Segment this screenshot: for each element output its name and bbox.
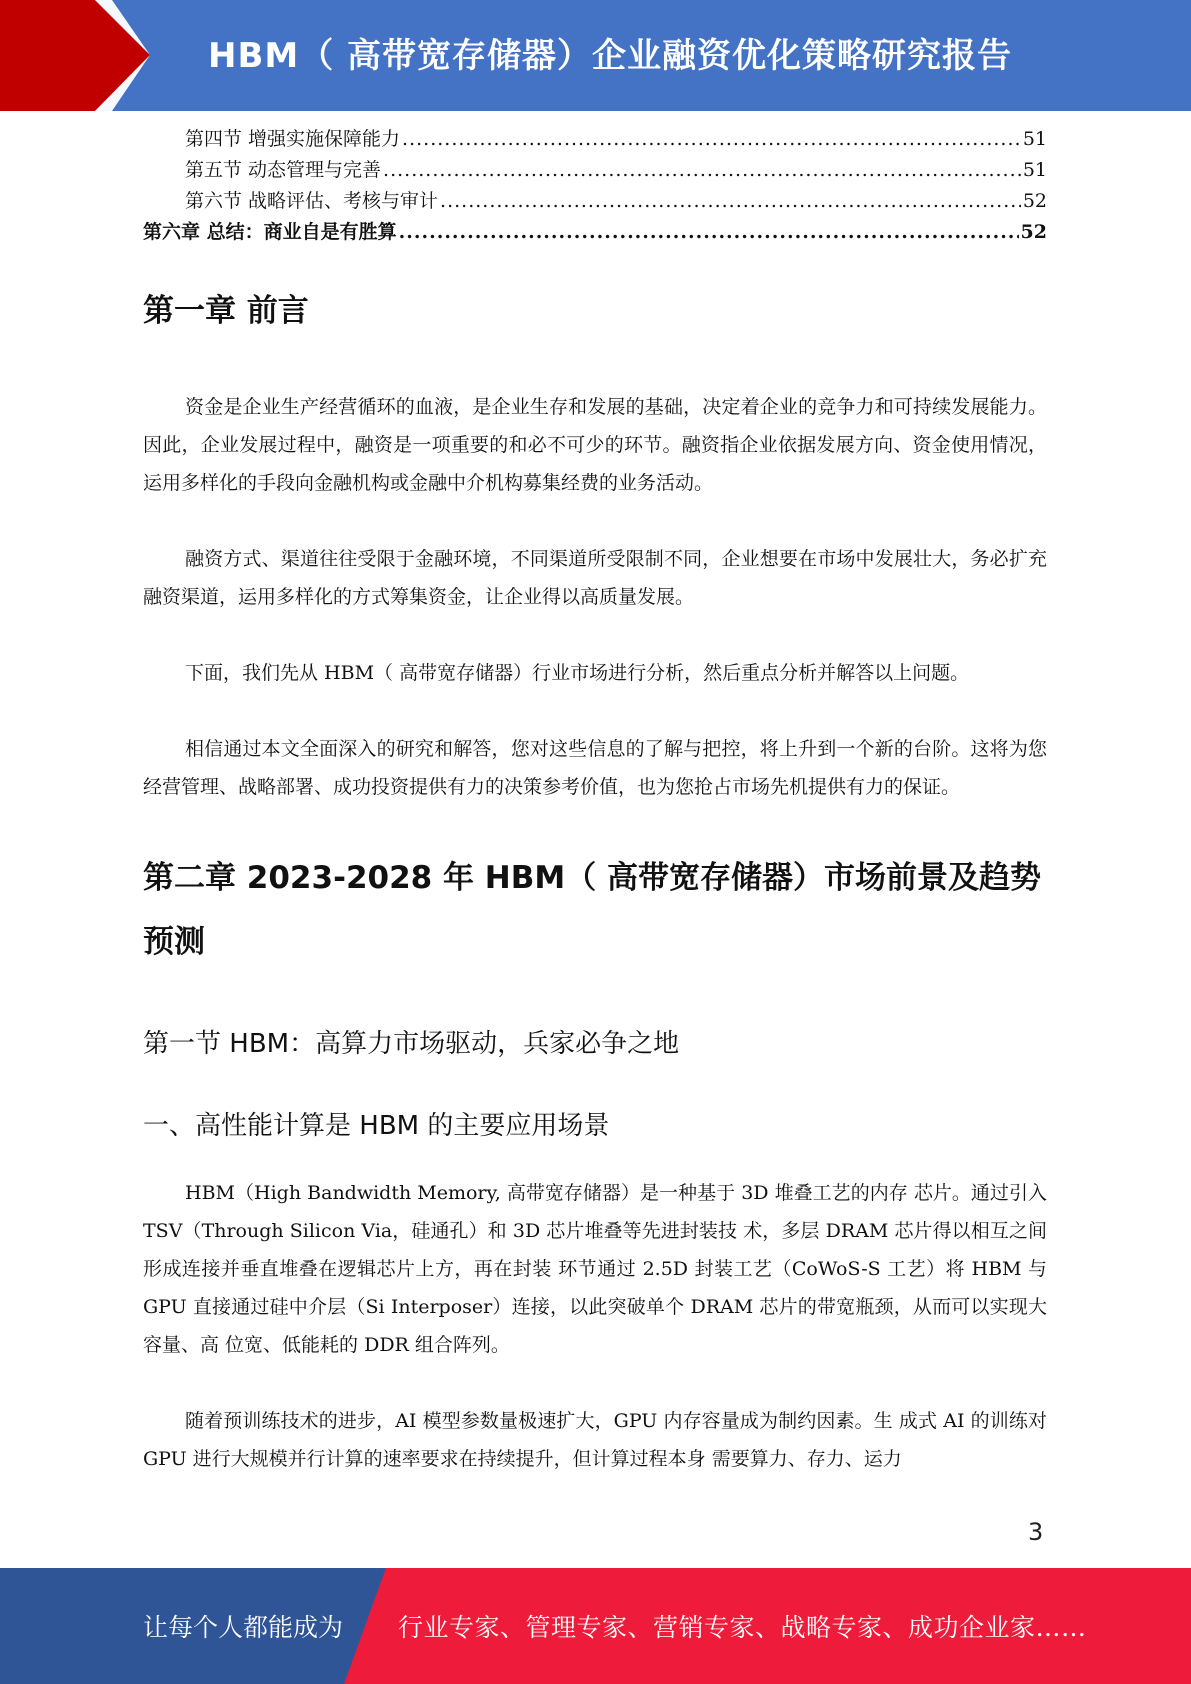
toc-entry[interactable] [143,217,1047,248]
report-title: HBM（ 高带宽存储器）企业融资优化策略研究报告 [208,36,1013,76]
toc-entry[interactable] [143,155,1047,186]
paragraph: 资金是企业生产经营循环的血液，是企业生存和发展的基础，决定着企业的竞争力和可持续发展能力。因此，企业发展过程中，融资是一项重要的和必不可少的环节。融资指企业依据发展方向、资金使用情况，运用多样化的手段向金融机构或金融中介机构募集经费的业务活动。 [143,396,1047,494]
toc-entry-page: 51 [1022,159,1047,181]
toc-entry-page: 52 [1022,190,1047,212]
toc-leader-dots [440,186,1021,217]
header-red-arrow [0,0,150,111]
section-heading: 第一节 HBM：高算力市场驱动，兵家必争之地 [143,1029,680,1059]
paragraph: 下面，我们先从 HBM（ 高带宽存储器）行业市场进行分析，然后重点分析并解答以上问题。 [185,662,970,684]
chapter1-heading: 第一章 前言 [143,293,309,329]
page-number: 3 [1028,1518,1044,1546]
toc-leader-dots [402,124,1021,155]
toc-entry-title: 第六章 总结：商业自是有胜算 [143,221,397,243]
paragraph: HBM（High Bandwidth Memory, 高带宽存储器）是一种基于 3D 堆叠工艺的内存 芯片。通过引入 TSV（Through Silicon Via，硅通孔）和 3D 芯片堆叠等先进封装技 术，多层 DRAM 芯片得以相互之间形成连接并垂直堆叠在逻辑芯片上方，再在封装 环节通过 2.5D 封装工艺（CoWoS-S 工艺）将 HBM 与 GPU 直接通过硅中介层（Si Interposer）连接，以此突破单个 DRAM 芯片的带宽瓶颈，从而可以实现大容量、高 位宽、低能耗的 DDR 组合阵列。 [143,1182,1047,1356]
footer-slogan-left: 让每个人都能成为 [143,1613,344,1642]
paragraph: 融资方式、渠道往往受限于金融环境，不同渠道所受限制不同，企业想要在市场中发展壮大，务必扩充融资渠道，运用多样化的方式筹集资金，让企业得以高质量发展。 [143,548,1047,608]
table-of-contents [143,124,1047,248]
paragraph: 相信通过本文全面深入的研究和解答，您对这些信息的了解与把控，将上升到一个新的台阶。这将为您经营管理、战略部署、成功投资提供有力的决策参考价值，也为您抢占市场先机提供有力的保证。 [143,738,1047,798]
header-banner [0,0,1191,111]
toc-entry-title: 第四节 增强实施保障能力 [185,128,401,150]
document-body [143,124,1047,1478]
toc-entry-title: 第六节 战略评估、考核与审计 [185,190,439,212]
toc-leader-dots [399,217,1019,248]
paragraph: 随着预训练技术的进步，AI 模型参数量极速扩大，GPU 内存容量成为制约因素。生 成式 AI 的训练对 GPU 进行大规模并行计算的速率要求在持续提升，但计算过程本身 需要算力、存力、运力 [143,1410,1047,1470]
footer-slogan-right: 行业专家、管理专家、营销专家、战略专家、成功企业家…… [398,1613,1087,1642]
toc-entry-page: 52 [1020,221,1047,243]
toc-entry-page: 51 [1022,128,1047,150]
chapter2-heading: 第二章 2023-2028 年 HBM（ 高带宽存储器）市场前景及趋势预测 [143,860,1042,960]
toc-entry[interactable] [143,186,1047,217]
toc-entry[interactable] [143,124,1047,155]
toc-entry-title: 第五节 动态管理与完善 [185,159,382,181]
subsection-heading: 一、高性能计算是 HBM 的主要应用场景 [143,1111,610,1141]
footer-banner [0,1568,1191,1684]
toc-leader-dots [383,155,1021,186]
